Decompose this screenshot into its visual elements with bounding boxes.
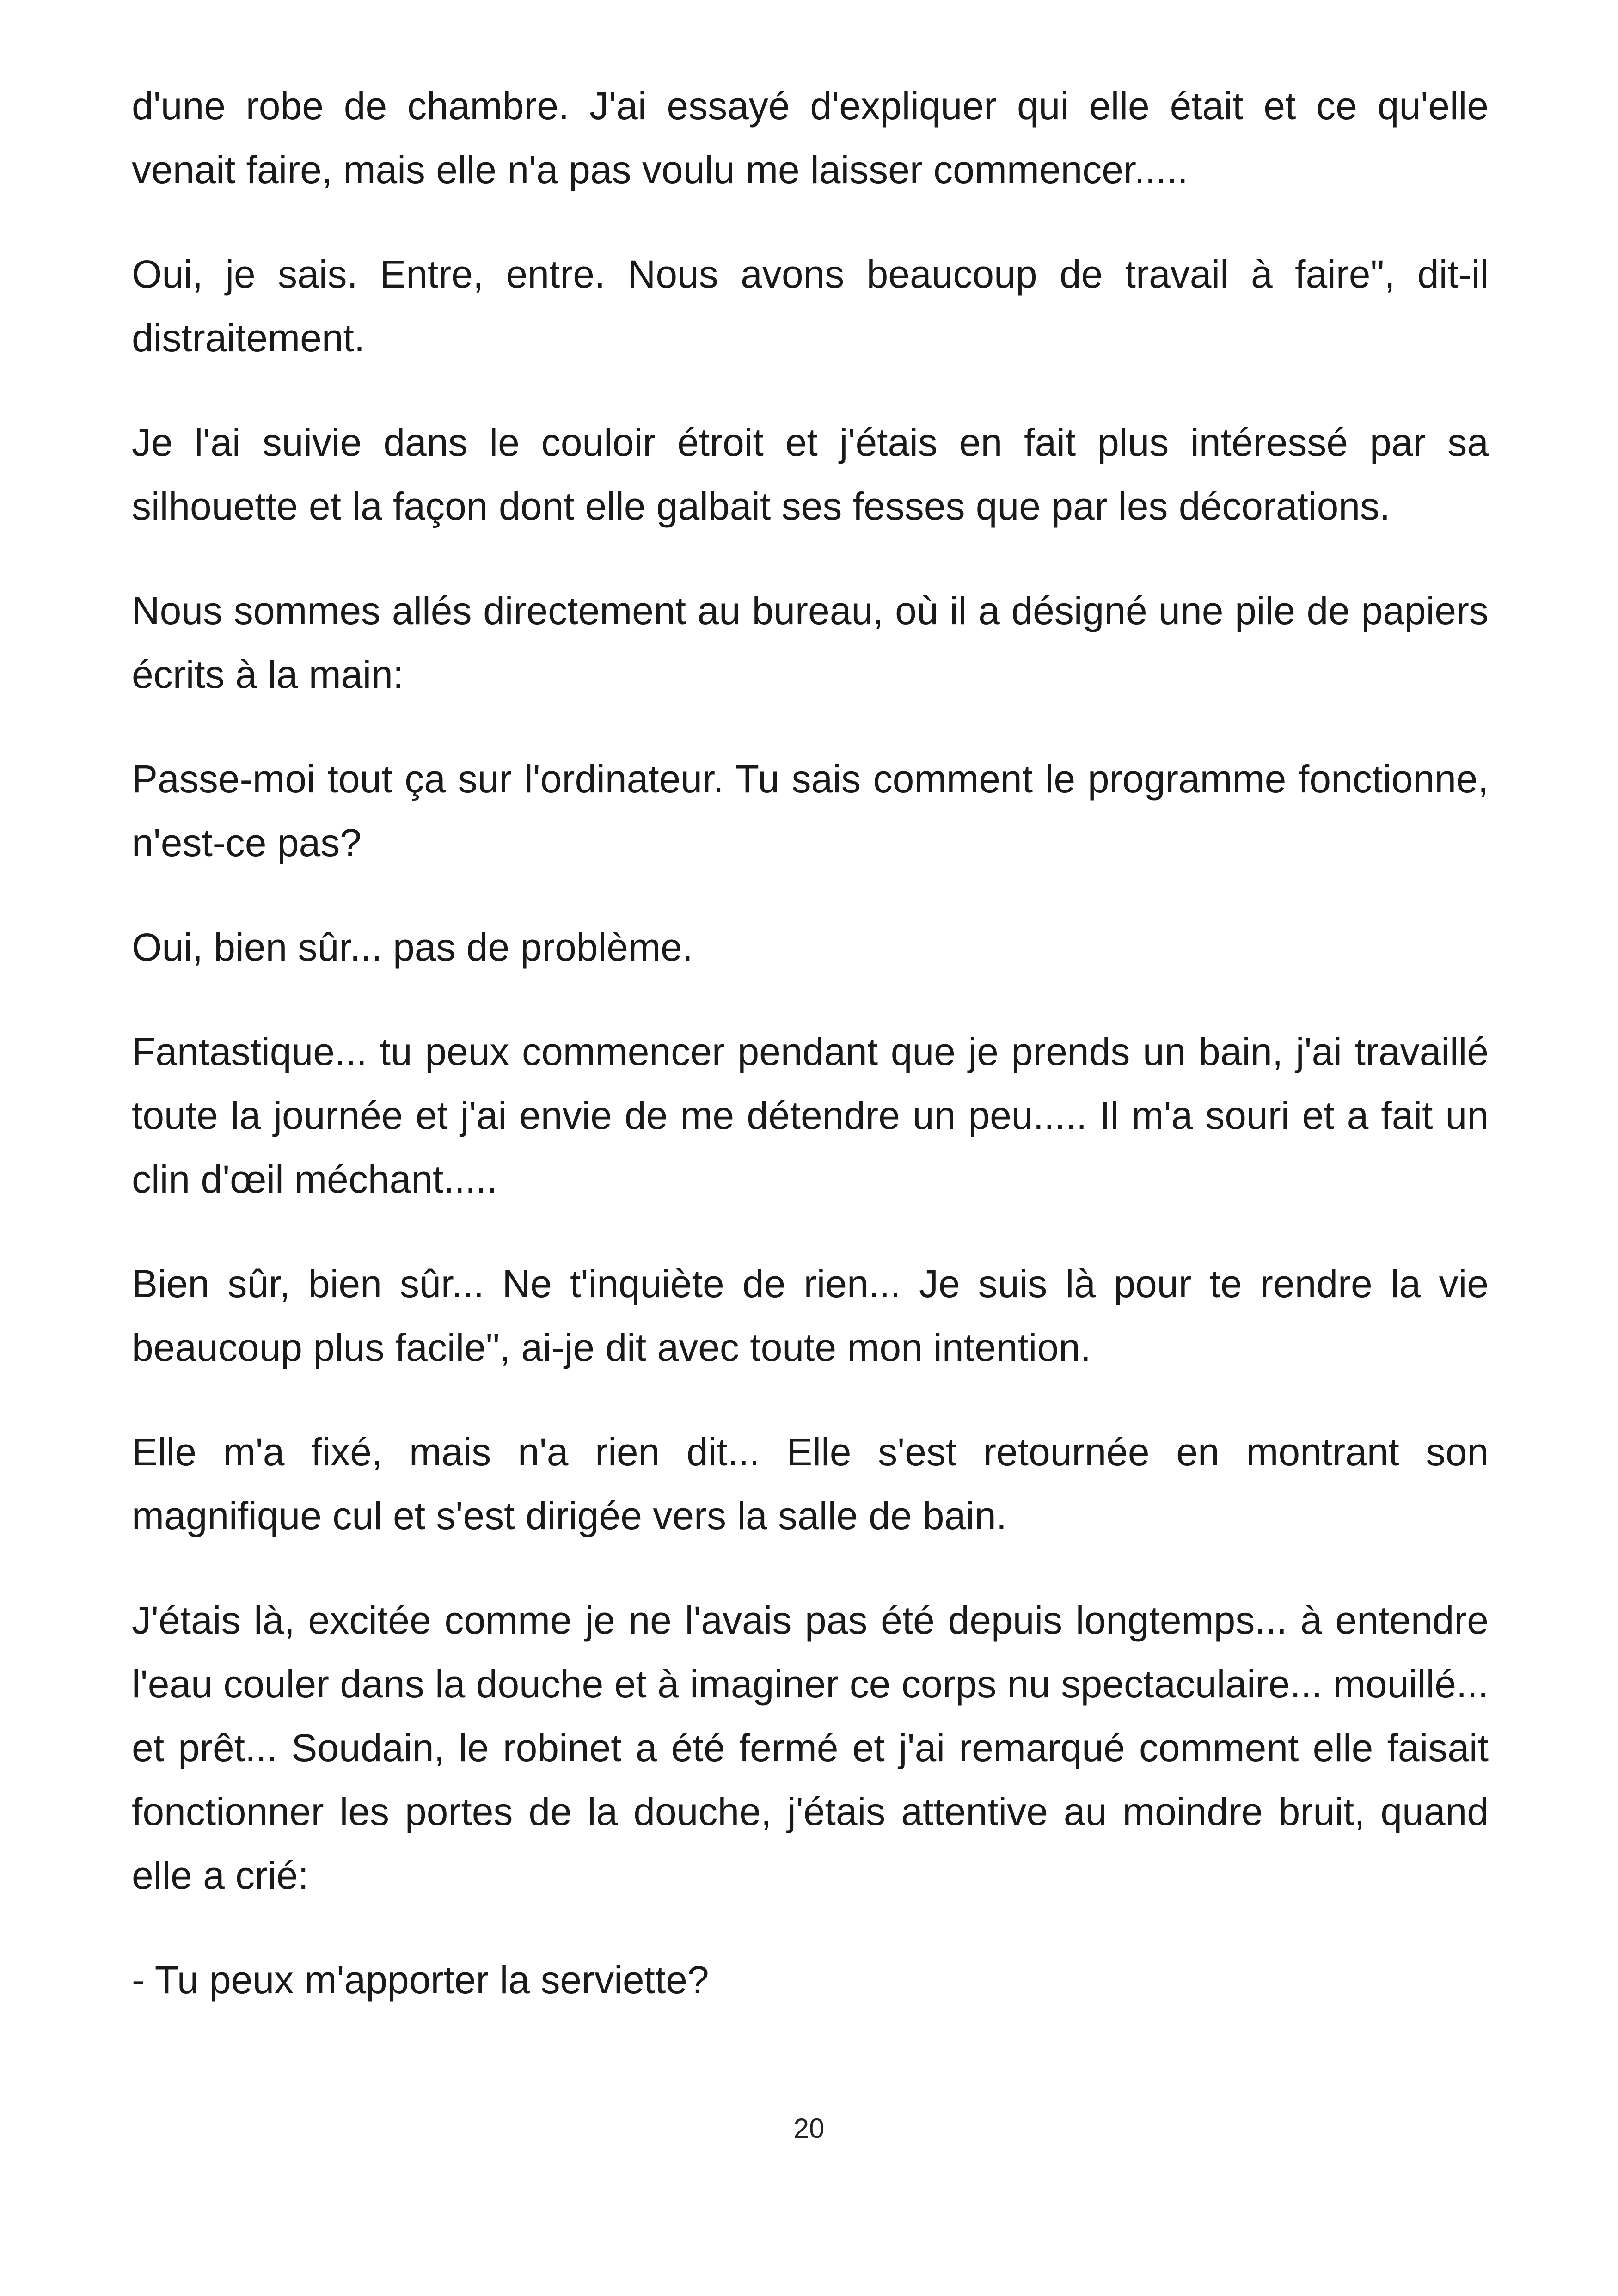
paragraph-11: - Tu peux m'apporter la serviette? bbox=[132, 1958, 709, 2002]
paragraph-7: Fantastique... tu peux commencer pendant que je prends un bain, j'ai travaillé toute la journée et j'ai envie de me détendre un peu..... Il m'a souri et a fait un clin d'œil méchant..... bbox=[132, 1030, 1489, 1201]
paragraph-4: Nous sommes allés directement au bureau, où il a désigné une pile de papiers écrits à la main: bbox=[132, 589, 1489, 696]
paragraph-8: Bien sûr, bien sûr... Ne t'inquiète de rien... Je suis là pour te rendre la vie beaucoup plus facile", ai-je dit avec toute mon intention. bbox=[132, 1262, 1489, 1369]
paragraph-6: Oui, bien sûr... pas de problème. bbox=[132, 925, 693, 969]
paragraph-1: d'une robe de chambre. J'ai essayé d'expliquer qui elle était et ce qu'elle venait faire, mais elle n'a pas voulu me laisser commencer..... bbox=[132, 84, 1489, 191]
paragraph-3: Je l'ai suivie dans le couloir étroit et j'étais en fait plus intéressé par sa silhouette et la façon dont elle galbait ses fesses que par les décorations. bbox=[132, 421, 1489, 528]
page-number: 20 bbox=[793, 2113, 825, 2144]
paragraph-9: Elle m'a fixé, mais n'a rien dit... Elle s'est retournée en montrant son magnifique cul et s'est dirigée vers la salle de bain. bbox=[132, 1430, 1489, 1537]
paragraph-10: J'étais là, excitée comme je ne l'avais pas été depuis longtemps... à entendre l'eau couler dans la douche et à imaginer ce corps nu spectaculaire... mouillé... et prêt... Soudain, le robinet a été fermé et j'ai remarqué comment elle faisait fonctionner les portes de la douche, j'étais attentive au moindre bruit, quand elle a crié: bbox=[132, 1598, 1489, 1897]
paragraph-2: Oui, je sais. Entre, entre. Nous avons beaucoup de travail à faire", dit-il distraitement. bbox=[132, 252, 1489, 360]
body-text bbox=[132, 74, 1489, 2052]
paragraph-5: Passe-moi tout ça sur l'ordinateur. Tu sais comment le programme fonctionne, n'est-ce pas? bbox=[132, 757, 1489, 864]
